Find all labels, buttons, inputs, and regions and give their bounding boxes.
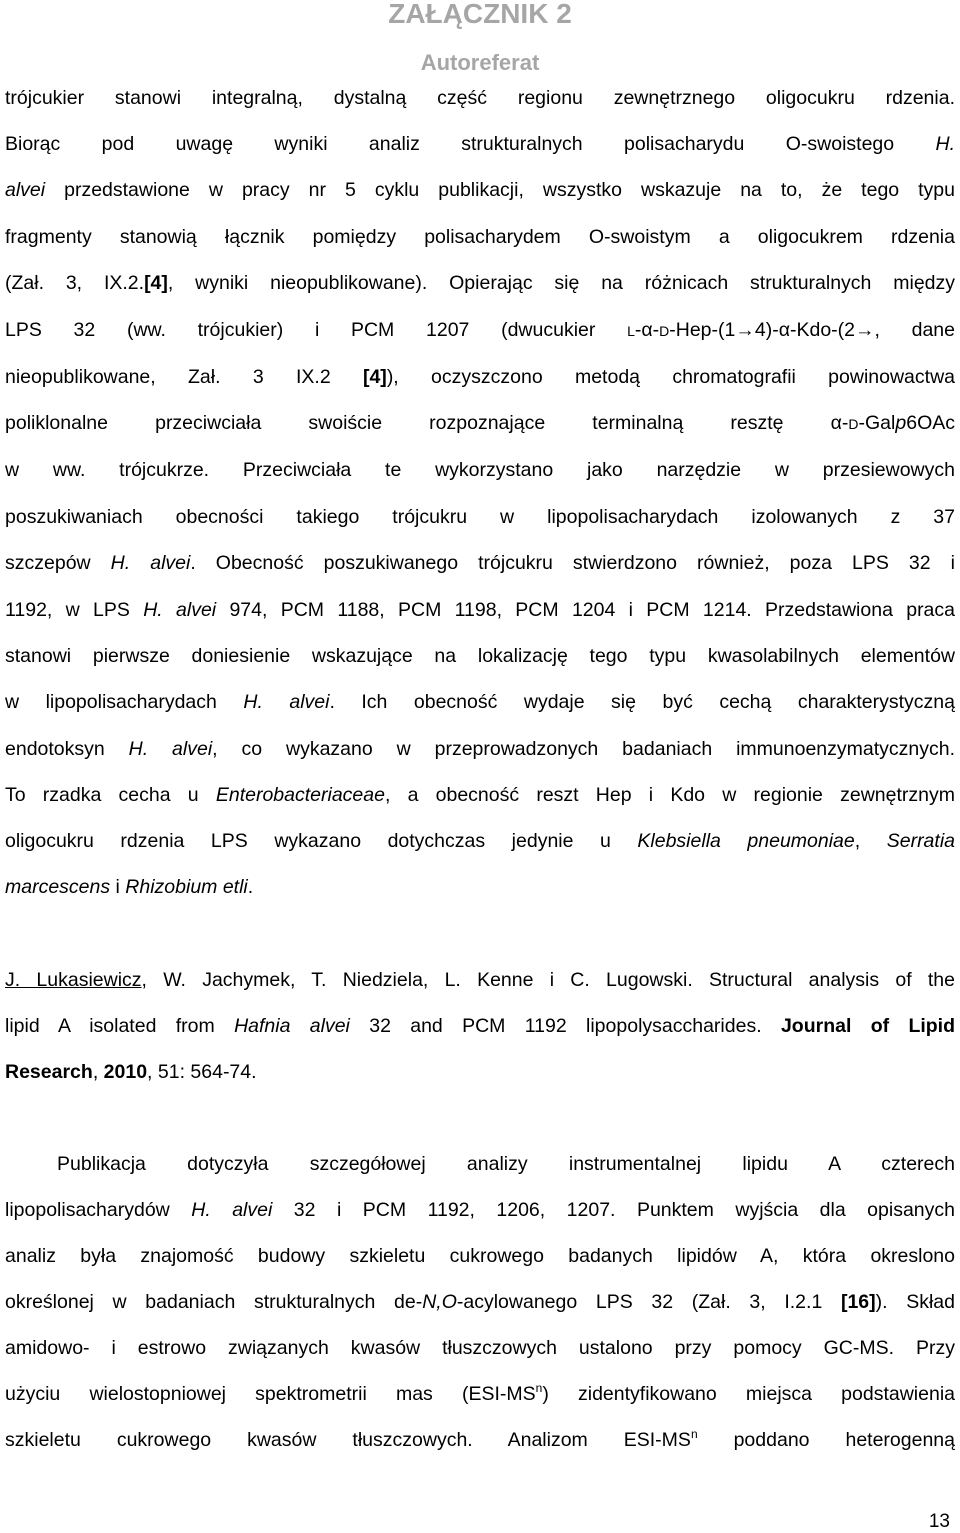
- text-segment: , a obecność reszt Hep i Kdo w regionie zewnętrznym: [384, 784, 955, 806]
- text-segment: Publikacja dotyczyła szczegółowej analizy instrumentalnej lipidu A czterech: [57, 1153, 955, 1175]
- text-segment: H. alvei: [191, 1199, 273, 1221]
- text-segment: lipopolisacharydów: [5, 1199, 192, 1221]
- text-segment: stanowi pierwsze doniesienie wskazujące na lokalizację tego typu kwasolabilnych elementów: [5, 645, 955, 667]
- text-segment: p: [895, 412, 907, 434]
- text-segment: -Gal: [858, 412, 896, 434]
- text-line: [5, 455, 955, 485]
- text-line: [5, 362, 955, 392]
- text-line: [5, 1241, 955, 1271]
- page-number: 13: [928, 1511, 950, 1532]
- text-line: [5, 1011, 955, 1041]
- text-segment: szkieletu cukrowego kwasów tłuszczowych. Analizom ESI-MS: [5, 1429, 691, 1451]
- text-segment: 6OAc: [906, 412, 955, 434]
- text-line: [5, 175, 955, 205]
- text-segment: określonej w badaniach strukturalnych de-: [5, 1291, 423, 1313]
- text-segment: . Ich obecność wydaje się być cechą charakterystyczną: [329, 691, 955, 713]
- text-segment: , W. Jachymek, T. Niedziela, L. Kenne i C. Lugowski. Structural analysis of the: [141, 969, 955, 991]
- text-segment: [4]: [362, 366, 387, 388]
- text-line: [5, 502, 955, 532]
- text-segment: , 51: 564-74.: [147, 1061, 257, 1083]
- text-line: [5, 222, 955, 252]
- text-segment: analiz była znajomość budowy szkieletu cukrowego badanych lipidów A, która okreslono: [5, 1245, 955, 1267]
- text-segment: 32 and PCM 1192 lipopolysaccharides.: [349, 1015, 781, 1037]
- text-segment: D: [659, 323, 670, 339]
- text-segment: 2010: [103, 1061, 148, 1083]
- text-segment: , wyniki nieopublikowane). Opierając się na różnicach strukturalnych między: [167, 272, 956, 294]
- header-title: ZAŁĄCZNIK 2: [388, 0, 572, 29]
- text-line: [5, 1425, 955, 1455]
- text-line: [5, 83, 955, 113]
- text-segment: n: [535, 1381, 543, 1395]
- text-segment: oligocukru rdzenia LPS wykazano dotychczas jedynie u: [5, 830, 638, 852]
- text-segment: szczepów: [5, 552, 111, 574]
- text-line: [5, 734, 955, 764]
- text-segment: 974, PCM 1188, PCM 1198, PCM 1204 i PCM 1214. Przedstawiona praca: [216, 599, 956, 621]
- text-segment: L: [627, 323, 635, 339]
- text-line: [57, 1149, 955, 1179]
- text-segment: ) zidentyfikowano miejsca podstawienia: [542, 1383, 955, 1405]
- text-segment: trójcukier stanowi integralną, dystalną część regionu zewnętrznego oligocukru rdzenia.: [5, 87, 955, 109]
- text-segment: fragmenty stanowią łącznik pomiędzy polisacharydem O-swoistym a oligocukrem rdzenia: [5, 226, 955, 248]
- text-segment: marcescens: [5, 876, 111, 898]
- text-segment: . Obecność poszukiwanego trójcukru stwierdzono również, poza LPS 32 i: [190, 552, 955, 574]
- text-segment: H. alvei: [143, 599, 217, 621]
- text-segment: nieopublikowane, Zał. 3 IX.2: [5, 366, 363, 388]
- text-segment: Klebsiella pneumoniae: [637, 830, 855, 852]
- text-line: [5, 687, 955, 717]
- text-segment: Serratia: [886, 830, 955, 852]
- text-segment: To rzadka cecha u: [5, 784, 216, 806]
- text-segment: , co wykazano w przeprowadzonych badaniach immunoenzymatycznych.: [212, 738, 955, 760]
- header-subtitle: Autoreferat: [420, 50, 540, 75]
- text-line: [5, 548, 955, 578]
- text-line: [5, 826, 955, 856]
- text-segment: -α-: [634, 319, 660, 341]
- text-segment: J. Lukasiewicz: [5, 969, 142, 991]
- text-segment: przedstawione w pracy nr 5 cyklu publikacji, wszystko wskazuje na to, że tego typu: [45, 179, 955, 201]
- text-segment: LPS 32 (ww. trójcukier) i PCM 1207 (dwucukier: [5, 319, 628, 341]
- text-segment: (Zał. 3, IX.2.: [5, 272, 145, 294]
- text-line: [5, 1195, 955, 1225]
- text-segment: [16]: [840, 1291, 876, 1313]
- text-line: [5, 780, 955, 810]
- text-line: [5, 965, 955, 995]
- text-segment: ). Skład: [875, 1291, 955, 1313]
- text-segment: H. alvei: [110, 552, 191, 574]
- text-segment: 32 i PCM 1192, 1206, 1207. Punktem wyjścia dla opisanych: [272, 1199, 955, 1221]
- text-line: [5, 129, 955, 159]
- text-line: [5, 641, 955, 671]
- text-line: [5, 1333, 955, 1363]
- text-segment: Journal of Lipid: [780, 1015, 956, 1037]
- text-segment: lipid A isolated from: [5, 1015, 235, 1037]
- text-line: [5, 595, 955, 625]
- text-segment: w ww. trójcukrze. Przeciwciała te wykorzystano jako narzędzie w przesiewowych: [5, 459, 955, 481]
- text-segment: alvei: [5, 179, 46, 201]
- text-segment: D: [848, 416, 859, 432]
- text-segment: .: [247, 876, 254, 898]
- text-line: [5, 408, 955, 438]
- text-segment: w lipopolisacharydach: [5, 691, 244, 713]
- text-line: [5, 1057, 955, 1087]
- text-segment: Rhizobium etli: [125, 876, 248, 898]
- text-line: [5, 872, 955, 902]
- text-segment: Biorąc pod uwagę wyniki analiz strukturalnych polisacharydu O-swoistego: [5, 133, 936, 155]
- text-segment: poliklonalne przeciwciała swoiście rozpoznające terminalną resztę α-: [5, 412, 849, 434]
- text-segment: ,: [854, 830, 887, 852]
- text-segment: ), oczyszczono metodą chromatografii powinowactwa: [386, 366, 955, 388]
- text-segment: użyciu wielostopniowej spektrometrii mas (ESI-MS: [5, 1383, 536, 1405]
- text-segment: Research: [5, 1061, 93, 1083]
- text-segment: poszukiwaniach obecności takiego trójcukru w lipopolisacharydach izolowanych z 37: [5, 506, 955, 528]
- text-line: [5, 1287, 955, 1317]
- text-segment: Hafnia alvei: [234, 1015, 350, 1037]
- text-segment: Enterobacteriaceae: [215, 784, 385, 806]
- text-segment: endotoksyn: [5, 738, 129, 760]
- text-segment: H. alvei: [128, 738, 213, 760]
- text-segment: [4]: [144, 272, 168, 294]
- text-segment: ,: [92, 1061, 104, 1083]
- text-segment: -Hep-(1→4)-α-Kdo-(2→, dane: [669, 319, 955, 341]
- text-line: [5, 268, 955, 298]
- text-line: [5, 1379, 955, 1409]
- text-segment: 1192, w LPS: [5, 599, 144, 621]
- text-segment: N,O: [422, 1291, 457, 1313]
- text-segment: n: [690, 1427, 698, 1441]
- text-segment: i: [110, 876, 126, 898]
- text-segment: poddano heterogenną: [697, 1429, 955, 1451]
- text-segment: H. alvei: [243, 691, 330, 713]
- text-segment: H.: [935, 133, 955, 155]
- text-segment: amidowo- i estrowo związanych kwasów tłuszczowych ustalono przy pomocy GC-MS. Przy: [5, 1337, 955, 1359]
- text-segment: -acylowanego LPS 32 (Zał. 3, I.2.1: [456, 1291, 841, 1313]
- text-line: [5, 315, 955, 345]
